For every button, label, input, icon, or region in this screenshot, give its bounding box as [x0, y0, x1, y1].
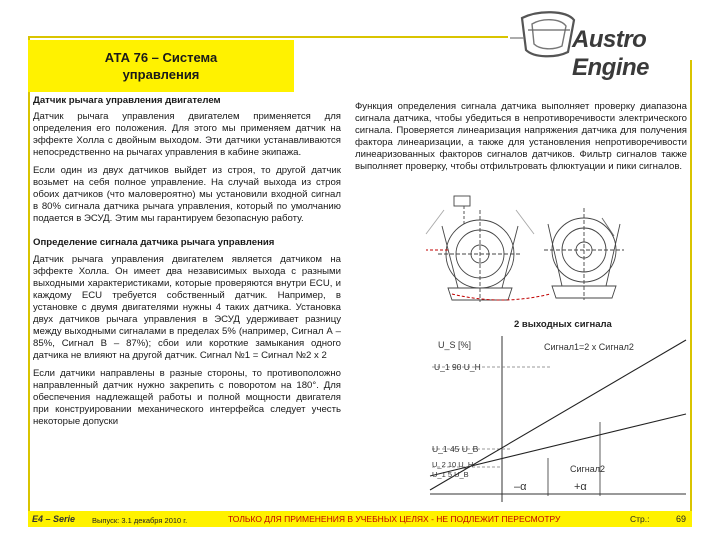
paragraph-4: Если датчики направлены в разные стороны, то противоположно направленный датчик нужно закрепить с поворотом на 180°. Для обеспечения надлежащей работы и полной мощности двигателя при конструировании механического интерфейса следует учесть некоторые допуски — [33, 367, 341, 428]
sensor-drawing-right — [544, 208, 624, 300]
paragraph-1: Датчик рычага управления двигателем применяется для определения его положения. Для этого мы применяем датчик на эффекте Холла с двойным выходом. Эти датчики устанавливаются непосредственно на рычагах управления в кабине экипажа. — [33, 111, 341, 159]
footer-series: E4 – Serie — [32, 514, 76, 524]
footer-page-number: 69 — [676, 514, 687, 524]
signal2-label: Сигнал2 — [570, 464, 606, 474]
red-arc-marker — [452, 294, 550, 300]
footer-warning: ТОЛЬКО ДЛЯ ПРИМЕНЕНИЯ В УЧЕБНЫХ ЦЕЛЯХ - НЕ ПОДЛЕЖИТ ПЕРЕСМОТРУ — [228, 514, 561, 524]
footer-page-label: Стр.: — [630, 514, 650, 524]
signal-relation-label: Сигнал1=2 x Сигнал2 — [544, 342, 634, 352]
chart-title: 2 выходных сигнала — [514, 319, 612, 330]
paragraph-2: Если один из двух датчиков выйдет из строя, то другой датчик возьмет на себя полное управление. На случай выхода из строя обоих датчиков (что маловероятно) мы установили входной сигнал в 80% сигнала датчика рычага управления, который по умолчанию подается в ЭСУД. Этим мы гарантируем безопасную работу. — [33, 165, 341, 225]
sensor-figure — [352, 190, 692, 510]
logo-emblem-icon — [522, 12, 574, 56]
label-u2-10: U_2 10 U_H — [432, 460, 474, 469]
page-title-line2: управления — [122, 67, 200, 82]
logo-text: Austro Engine — [572, 26, 650, 81]
y-axis-label: U_S [%] — [438, 340, 472, 350]
heading-sensor: Датчик рычага управления двигателем — [33, 95, 221, 106]
frame-line-top — [28, 36, 508, 38]
right-column-text: Функция определения сигнала датчика выполняет проверку диапазона сигнала датчика, чтобы убедиться в непротиворечивости электрического сигнала. Проверяется линеаризация напряжения датчика для получения фактора линеаризации, а также для установления непротиворечивости линеаризованных факторов сигналов датчиков. Фильтр сигналов также выполняет проверку, чтобы отфильтровать флюктуации и пики сигналов. — [355, 101, 687, 173]
page-title-line1: АТА 76 – Система — [104, 50, 218, 65]
plus-alpha-label: +α — [574, 481, 587, 493]
footer-issue-date: Выпуск: 3.1 декабря 2010 г. — [92, 516, 188, 525]
frame-line-left — [28, 36, 30, 512]
sensor-drawing-left — [426, 196, 534, 302]
label-u1-5: U_1 5 U_B — [432, 470, 469, 479]
left-column — [33, 95, 341, 434]
heading-signal-definition: Определение сигнала датчика рычага управления — [33, 237, 275, 249]
minus-alpha-label: –α — [514, 481, 527, 493]
label-u1-90: U_1 90 U_H — [434, 362, 481, 372]
title-box — [28, 40, 294, 92]
label-u1-45: U_1 45 U_B — [432, 444, 479, 454]
paragraph-3: Датчик рычага управления двигателем является датчиком на эффекте Холла. Он имеет два независимых выхода с разными выходными характеристиками, которые проверяются внутри ECU, и каждому ECU требуется собственный датчик. Например, в установке с двумя двигателями нужны 4 таких датчика. Установка двух датчиков рычага управления в ЭСУД удерживает разницу между выходными сигналами в пределах 5% (например, Сигнал А – 85%, Сигнал В – 87%); сбои или короткие замыкания одного датчика не влияют на другой датчик. Сигнал №1 = Сигнал №2 х 2 — [33, 253, 341, 361]
